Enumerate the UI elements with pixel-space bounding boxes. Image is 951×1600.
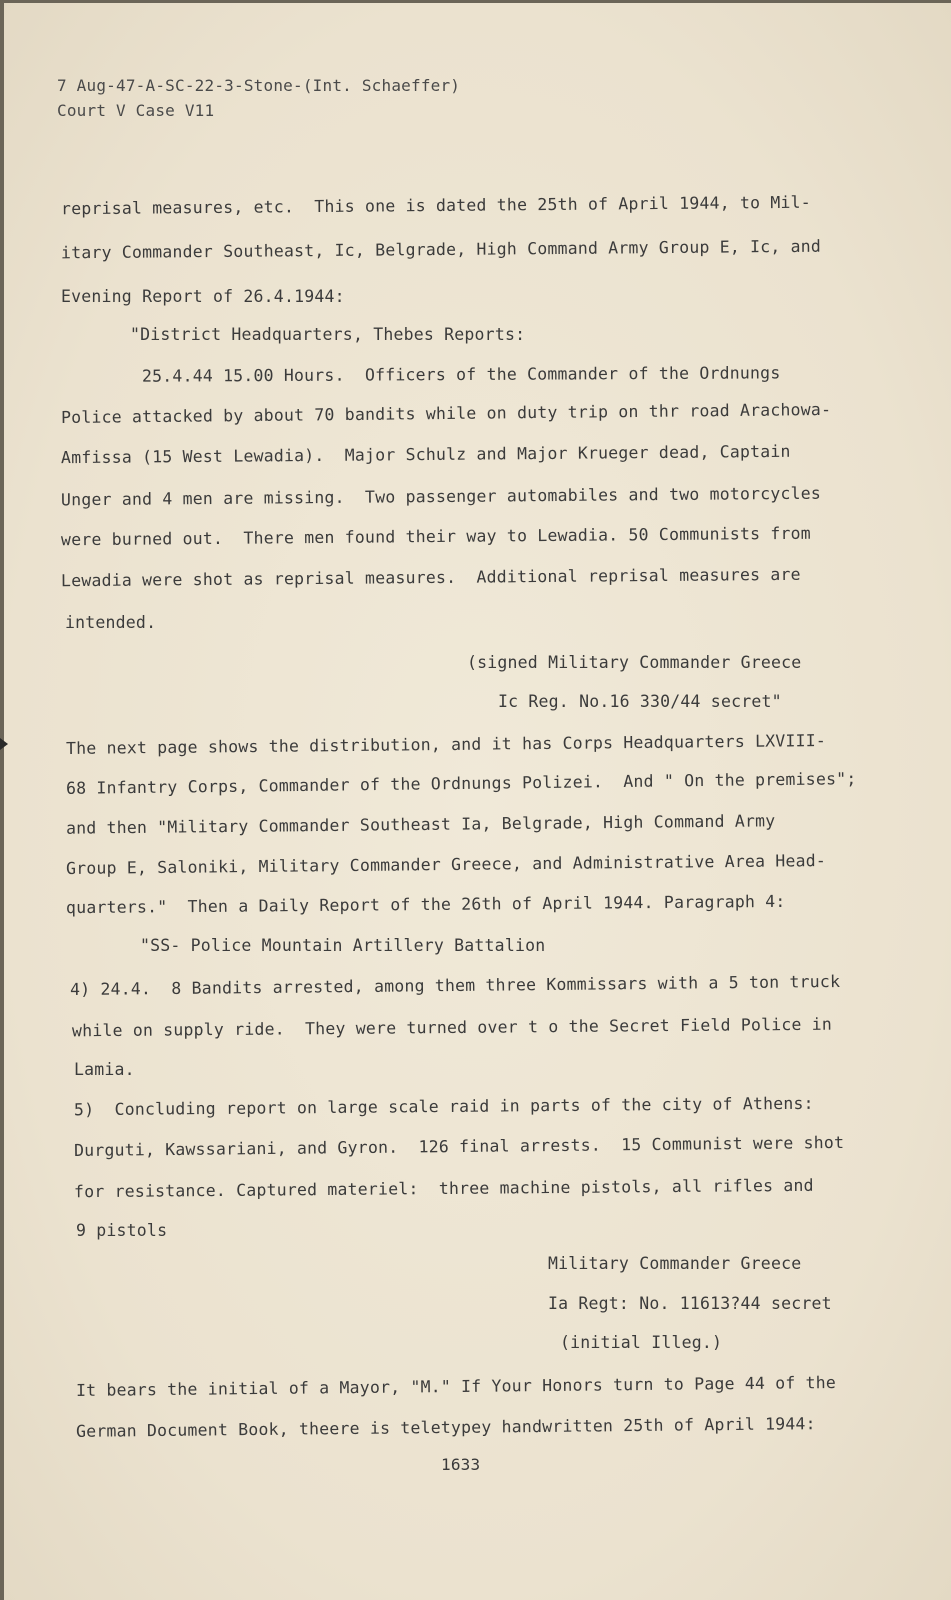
text-line: It bears the initial of a Mayor, "M." If Your Honors turn to Page 44 of the xyxy=(75,1373,837,1400)
initial-line: (initial Illeg.) xyxy=(560,1333,723,1352)
text-line: The next page shows the distribution, and it has Corps Headquarters LXVIII- xyxy=(65,731,827,758)
text-line: 5) Concluding report on large scale raid in parts of the city of Athens: xyxy=(73,1093,814,1120)
signature-line: Military Commander Greece xyxy=(548,1254,802,1273)
text-line: 4) 24.4. 8 Bandits arrested, among them three Kommissars with a 5 ton truck xyxy=(69,971,841,1000)
page-number: 1633 xyxy=(441,1455,481,1474)
text-line: and then "Military Commander Southeast Ia, Belgrade, High Command Army xyxy=(65,811,776,838)
text-line: itary Commander Southeast, Ic, Belgrade, High Command Army Group E, Ic, and xyxy=(60,236,822,263)
text-line: were burned out. There men found their way to Lewadia. 50 Communists from xyxy=(60,523,811,550)
text-line: Durguti, Kawssariani, and Gyron. 126 final arrests. 15 Communist were shot xyxy=(73,1132,845,1161)
text-line: while on supply ride. They were turned over t o the Secret Field Police in xyxy=(71,1014,833,1041)
text-line: Amfissa (15 West Lewadia). Major Schulz and Major Krueger dead, Captain xyxy=(60,441,791,468)
text-line: Group E, Saloniki, Military Commander Greece, and Administrative Area Head- xyxy=(65,851,827,878)
text-line: "District Headquarters, Thebes Reports: xyxy=(130,325,526,344)
signature-line: (signed Military Commander Greece xyxy=(467,653,802,672)
text-line: Police attacked by about 70 bandits while on duty trip on thr road Arachowa- xyxy=(60,399,832,428)
text-line: Lewadia were shot as reprisal measures. Additional reprisal measures are xyxy=(60,564,801,591)
text-line: reprisal measures, etc. This one is dated the 25th of April 1944, to Mil- xyxy=(60,192,811,219)
text-line: 9 pistols xyxy=(76,1221,168,1240)
header-line-1: 7 Aug-47-A-SC-22-3-Stone-(Int. Schaeffer) xyxy=(57,76,461,95)
reference-line: Ia Regt: No. 11613?44 secret xyxy=(548,1294,832,1313)
reference-line: Ic Reg. No.16 330/44 secret" xyxy=(498,692,782,711)
text-line: for resistance. Captured materiel: three machine pistols, all rifles and xyxy=(73,1175,814,1202)
text-line: 25.4.44 15.00 Hours. Officers of the Commander of the Ordnungs xyxy=(141,363,781,386)
binding-mark xyxy=(0,738,8,750)
text-line: German Document Book, theere is teletypey handwritten 25th of April 1944: xyxy=(75,1414,816,1441)
text-line: intended. xyxy=(65,613,157,632)
text-line: Evening Report of 26.4.1944: xyxy=(61,287,345,306)
text-line: Unger and 4 men are missing. Two passenger automabiles and two motorcycles xyxy=(60,483,822,510)
scan-left-edge xyxy=(0,0,4,1600)
text-line: quarters." Then a Daily Report of the 26th of April 1944. Paragraph 4: xyxy=(65,891,786,918)
text-line: 68 Infantry Corps, Commander of the Ordnungs Polizei. And " On the premises"; xyxy=(65,769,857,798)
text-line: Lamia. xyxy=(74,1060,135,1079)
text-line: "SS- Police Mountain Artillery Battalion xyxy=(140,936,546,955)
scan-top-edge xyxy=(0,0,951,3)
header-line-2: Court V Case V11 xyxy=(57,101,215,120)
